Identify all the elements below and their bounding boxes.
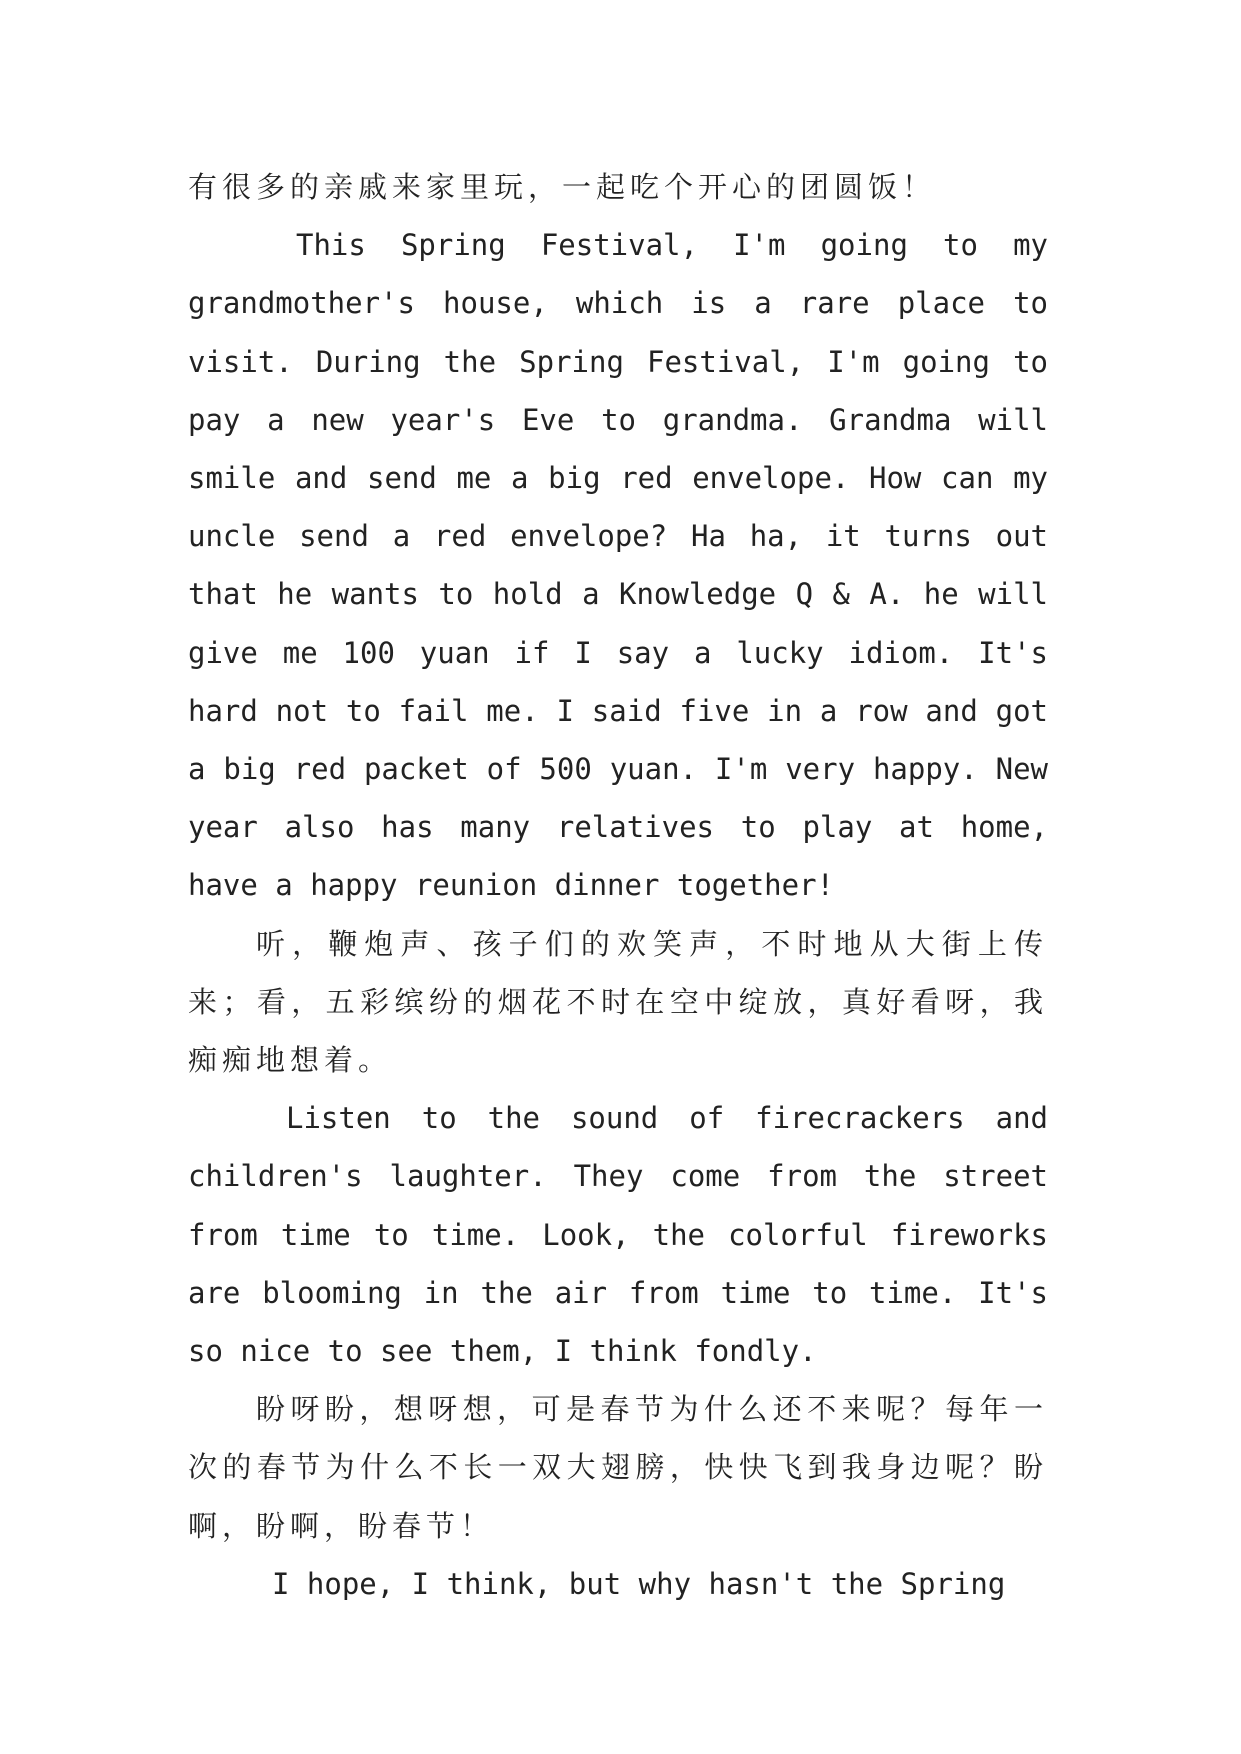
document-body [188,158,1048,1613]
paragraph-chinese-longing: 盼呀盼，想呀想，可是春节为什么还不来呢？每年一次的春节为什么不长一双大翅膀，快快飞到我身边呢？盼啊，盼啊，盼春节！ [188,1392,1048,1543]
paragraph-english-firecrackers: Listen to the sound of firecrackers and children's laughter. They come from the street from time to time. Look, the colorful fireworks are blooming in the air from time to time. It's so nice to see them, I think fondly. [188,1101,1048,1369]
paragraph-chinese-firecrackers: 听，鞭炮声、孩子们的欢笑声，不时地从大街上传来；看，五彩缤纷的烟花不时在空中绽放，真好看呀，我痴痴地想着。 [188,926,1048,1078]
paragraph-english-longing: I hope, I think, but why hasn't the Spring [272,1566,1006,1601]
paragraph-chinese-reunion-ending: 有很多的亲戚来家里玩，一起吃个开心的团圆饭！ [188,170,937,204]
paragraph-english-spring-festival: This Spring Festival, I'm going to my grandmother's house, which is a rare place to visit. During the Spring Festival, I'm going to pay a new year's Eve to grandma. Grandma will smile and send me a big red envelope. How can my uncle send a red envelope? Ha ha, it turns out that he wants to hold a Knowledge Q & A. he will give me 100 yuan if I say a lucky idiom. It's hard not to fail me. I said five in a row and got a big red packet of 500 yuan. I'm very happy. New year also has many relatives to play at home, have a happy reunion dinner together! [188,228,1048,903]
